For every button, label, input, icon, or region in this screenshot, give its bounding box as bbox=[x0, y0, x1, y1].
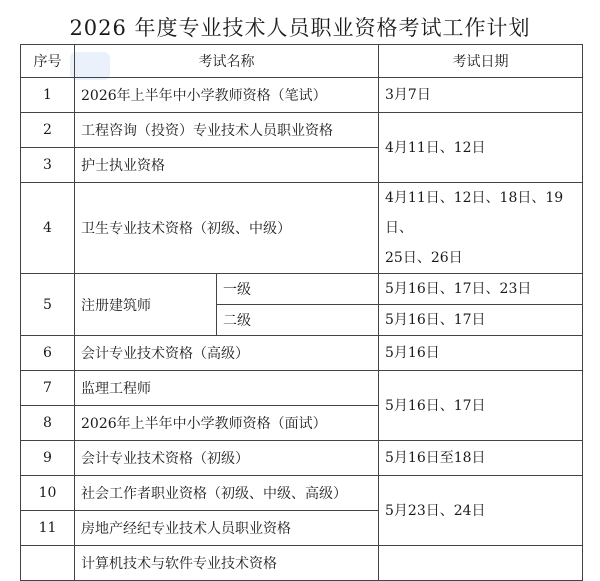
row-date: 5月16日、17日 bbox=[379, 305, 583, 336]
row-seq: 10 bbox=[21, 476, 75, 511]
table-row bbox=[21, 441, 583, 476]
header-date: 考试日期 bbox=[379, 45, 583, 78]
table-row bbox=[21, 274, 583, 305]
row-date: 5月16日、17日、23日 bbox=[379, 274, 583, 305]
row-name: 注册建筑师 bbox=[75, 274, 217, 336]
row-name: 监理工程师 bbox=[75, 371, 379, 406]
row-date: 5月16日 bbox=[379, 336, 583, 371]
row-name: 社会工作者职业资格（初级、中级、高级） bbox=[75, 476, 379, 511]
row-sub-name: 一级 bbox=[217, 274, 379, 305]
table-row bbox=[21, 78, 583, 113]
row-date: 4月11日、12日 bbox=[379, 113, 583, 183]
row-name: 工程咨询（投资）专业技术人员职业资格 bbox=[75, 113, 379, 148]
table-header-row bbox=[21, 45, 583, 78]
table-row bbox=[21, 371, 583, 406]
table-row bbox=[21, 113, 583, 148]
row-date-line2: 25日、26日 bbox=[385, 250, 463, 266]
row-seq: 9 bbox=[21, 441, 75, 476]
exam-schedule-table-wrap bbox=[20, 44, 582, 581]
row-date: 3月7日 bbox=[379, 78, 583, 113]
table-row bbox=[21, 336, 583, 371]
row-seq: 1 bbox=[21, 78, 75, 113]
exam-schedule-table bbox=[20, 44, 583, 581]
row-seq: 7 bbox=[21, 371, 75, 406]
row-date: 5月23日、24日 bbox=[379, 476, 583, 546]
row-seq: 3 bbox=[21, 148, 75, 183]
row-seq: 4 bbox=[21, 183, 75, 274]
header-name: 考试名称 bbox=[75, 45, 379, 78]
row-date bbox=[379, 546, 583, 581]
row-date bbox=[379, 183, 583, 274]
row-name: 护士执业资格 bbox=[75, 148, 379, 183]
row-name: 会计专业技术资格（高级） bbox=[75, 336, 379, 371]
row-seq: 2 bbox=[21, 113, 75, 148]
table-row bbox=[21, 476, 583, 511]
row-seq: 5 bbox=[21, 274, 75, 336]
row-date-line1: 4月11日、12日、18日、19日、 bbox=[385, 190, 564, 236]
row-seq: 8 bbox=[21, 406, 75, 441]
row-name: 2026年上半年中小学教师资格（笔试） bbox=[75, 78, 379, 113]
row-seq bbox=[21, 546, 75, 581]
row-name: 房地产经纪专业技术人员职业资格 bbox=[75, 511, 379, 546]
row-seq: 11 bbox=[21, 511, 75, 546]
row-name: 计算机技术与软件专业技术资格 bbox=[75, 546, 379, 581]
row-date: 5月16日至18日 bbox=[379, 441, 583, 476]
row-name: 会计专业技术资格（初级） bbox=[75, 441, 379, 476]
row-seq: 6 bbox=[21, 336, 75, 371]
page-title: 2026 年度专业技术人员职业资格考试工作计划 bbox=[69, 16, 531, 40]
table-row bbox=[21, 546, 583, 581]
table-row bbox=[21, 183, 583, 274]
row-name: 2026年上半年中小学教师资格（面试） bbox=[75, 406, 379, 441]
row-name: 卫生专业技术资格（初级、中级） bbox=[75, 183, 379, 274]
row-date: 5月16日、17日 bbox=[379, 371, 583, 441]
row-sub-name: 二级 bbox=[217, 305, 379, 336]
header-seq: 序号 bbox=[21, 45, 75, 78]
